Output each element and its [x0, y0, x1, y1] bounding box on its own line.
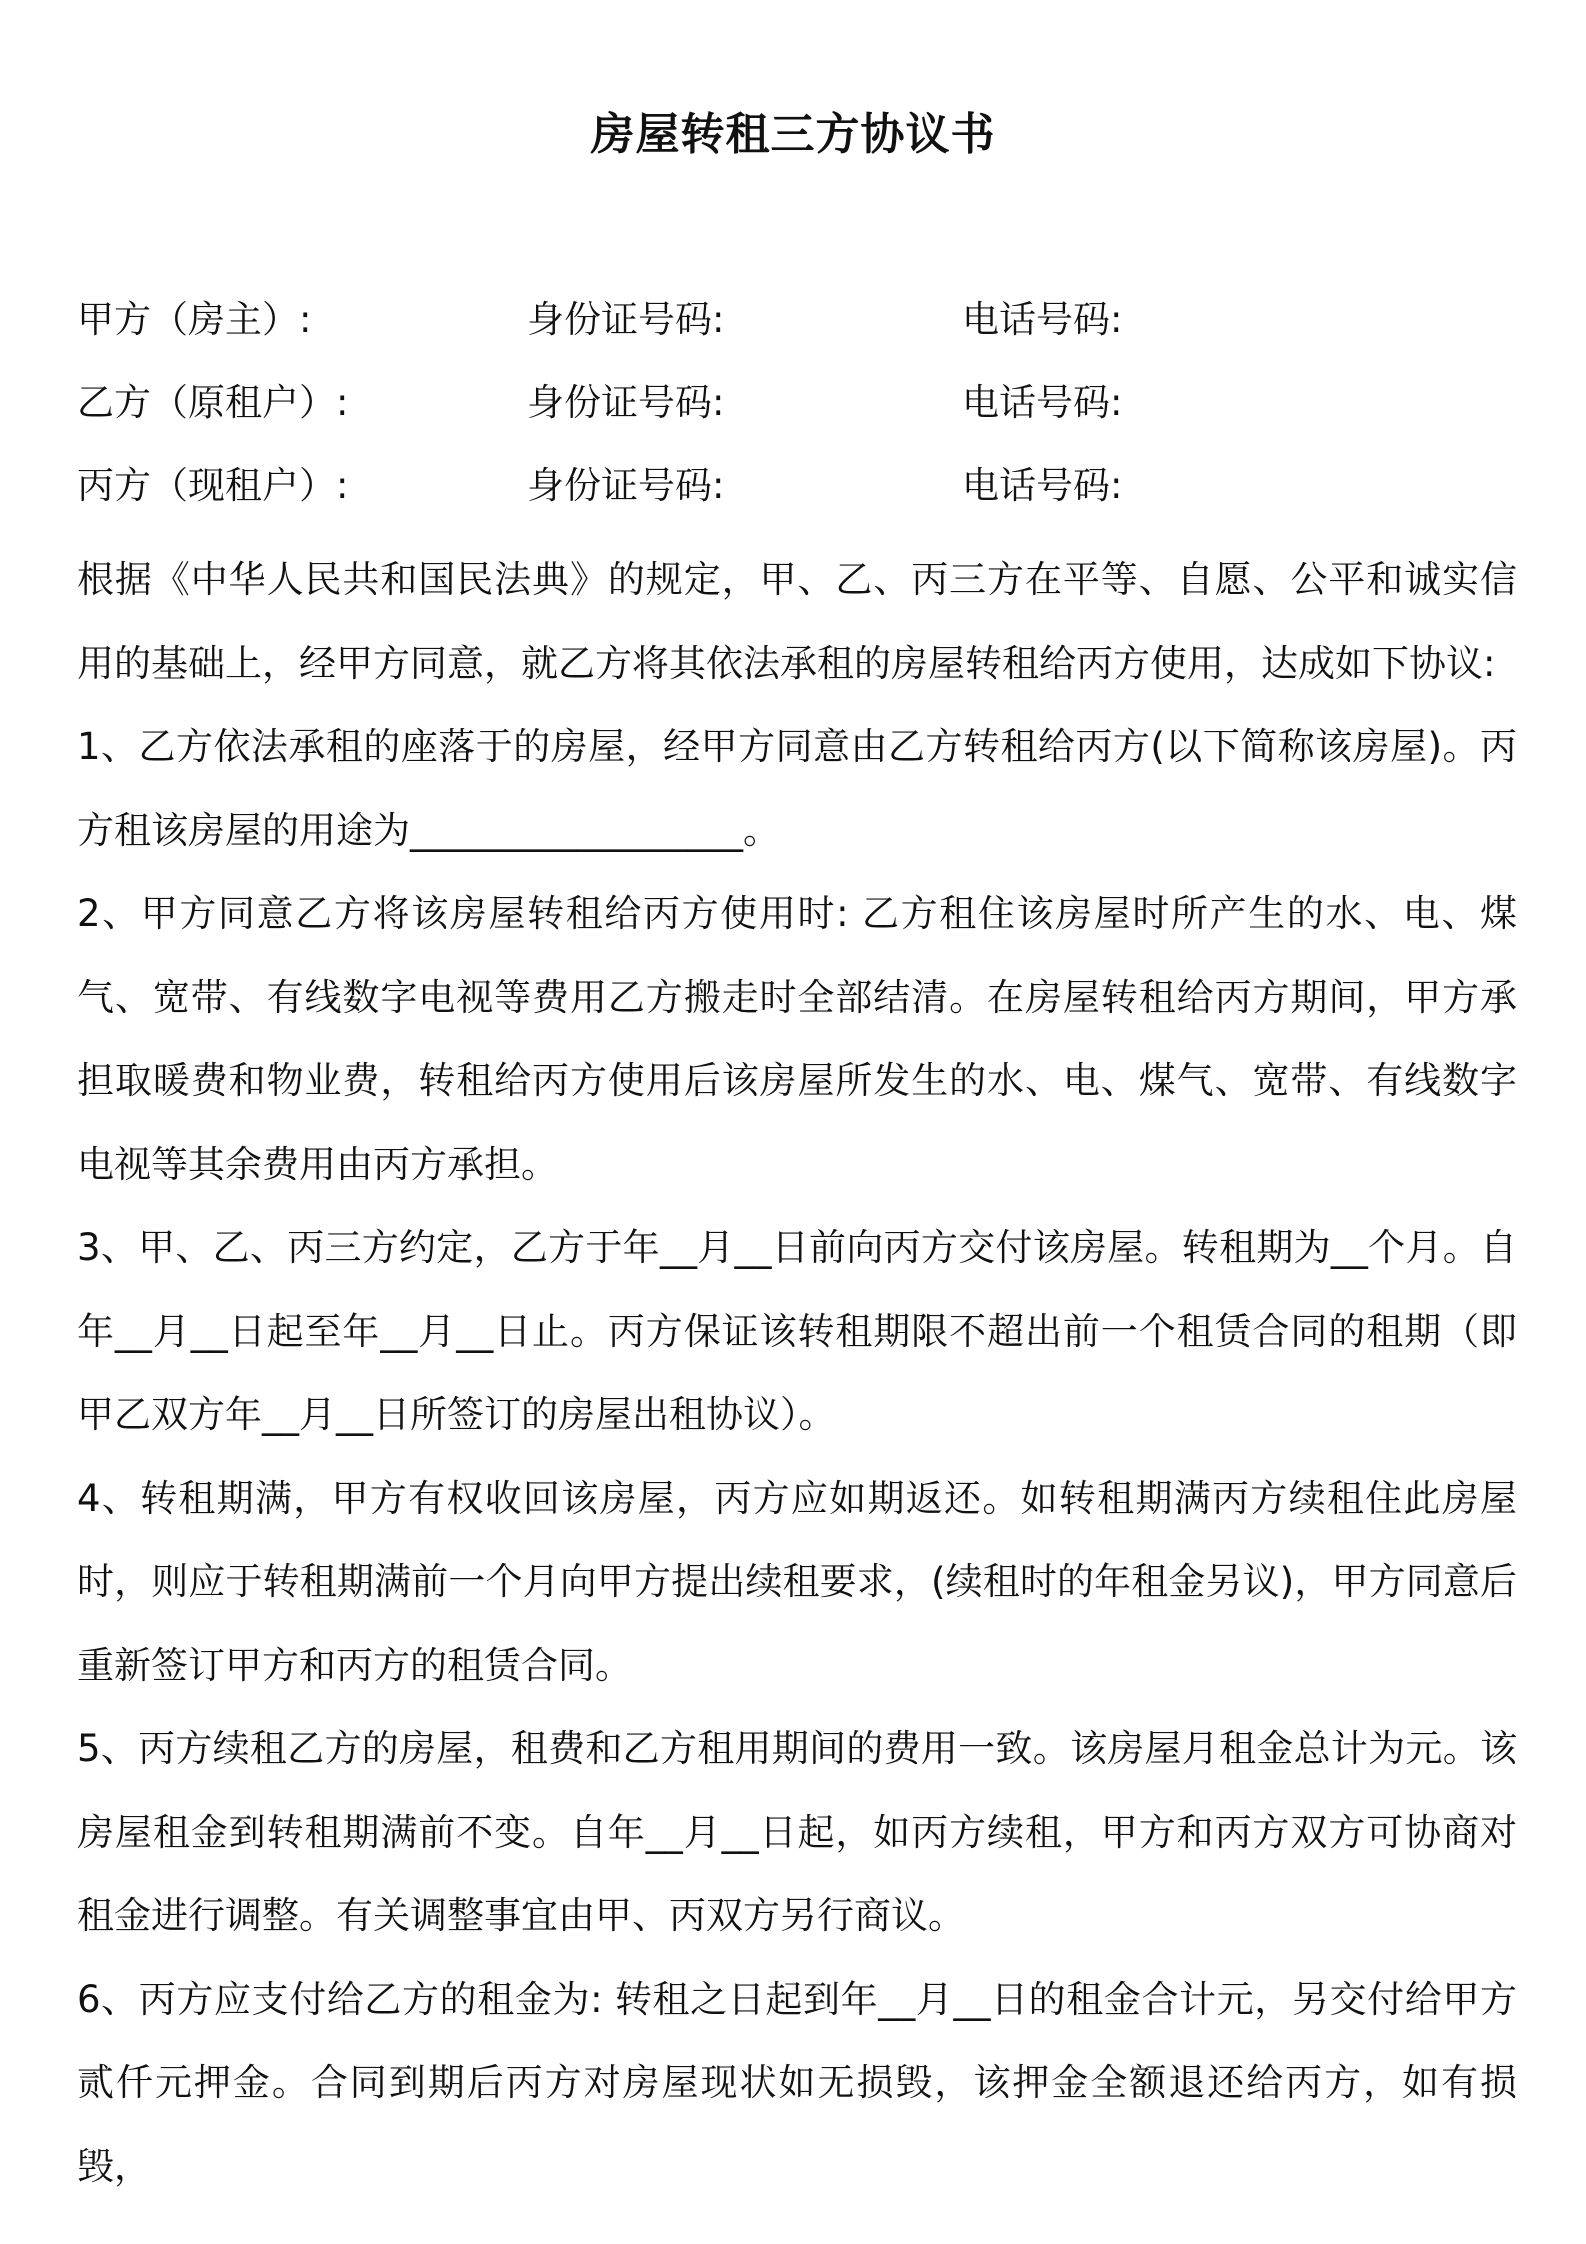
- party-row-landlord: [77, 290, 1509, 373]
- clause-1: 1、乙方依法承租的座落于的房屋，经甲方同意由乙方转租给丙方(以下简称该房屋)。丙方租该房屋的用途为__________________。: [77, 725, 1517, 852]
- clause-3: 3、甲、乙、丙三方约定，乙方于年__月__日前向丙方交付该房屋。转租期为__个月。自年__月__日起至年__月__日止。丙方保证该转租期限不超出前一个租赁合同的租期（即甲乙双方年__月__日所签订的房屋出租协议）。: [77, 1226, 1517, 1436]
- party-id-label: 身份证号码:: [527, 298, 725, 341]
- party-id-label: 身份证号码:: [527, 464, 725, 507]
- clause-4: 4、转租期满，甲方有权收回该房屋，丙方应如期返还。如转租期满丙方续租住此房屋时，则应于转租期满前一个月向甲方提出续租要求，(续租时的年租金另议)，甲方同意后重新签订甲方和丙方的租赁合同。: [77, 1476, 1517, 1687]
- party-row-original-tenant: [77, 373, 1509, 456]
- party-name: 甲方（房主）:: [77, 298, 312, 341]
- party-name: 丙方（现租户）:: [77, 464, 349, 507]
- document-title: 房屋转租三方协议书: [590, 109, 996, 160]
- party-id-label: 身份证号码:: [527, 381, 725, 424]
- agreement-body: [77, 538, 1517, 2208]
- party-name: 乙方（原租户）:: [77, 381, 349, 424]
- clause-6: 6、丙方应支付给乙方的租金为: 转租之日起到年__月__日的租金合计元，另交付给甲方贰仟元押金。合同到期后丙方对房屋现状如无损毁，该押金全额退还给丙方，如有损毁，: [77, 1977, 1517, 2188]
- party-phone-label: 电话号码:: [962, 298, 1123, 341]
- intro-paragraph: 根据《中华人民共和国民法典》的规定，甲、乙、丙三方在平等、自愿、公平和诚实信用的基础上，经甲方同意，就乙方将其依法承租的房屋转租给丙方使用，达成如下协议:: [77, 558, 1517, 685]
- party-phone-label: 电话号码:: [962, 381, 1123, 424]
- parties-block: [77, 290, 1509, 539]
- party-phone-label: 电话号码:: [962, 464, 1123, 507]
- clause-5: 5、丙方续租乙方的房屋，租费和乙方租用期间的费用一致。该房屋月租金总计为元。该房屋租金到转租期满前不变。自年__月__日起，如丙方续租，甲方和丙方双方可协商对租金进行调整。有关调整事宜由甲、丙双方另行商议。: [77, 1727, 1517, 1937]
- clause-2: 2、甲方同意乙方将该房屋转租给丙方使用时: 乙方租住该房屋时所产生的水、电、煤气、宽带、有线数字电视等费用乙方搬走时全部结清。在房屋转租给丙方期间，甲方承担取暖费和物业费，转租给丙方使用后该房屋所发生的水、电、煤气、宽带、有线数字电视等其余费用由丙方承担。: [77, 892, 1517, 1186]
- party-row-current-tenant: [77, 456, 1509, 539]
